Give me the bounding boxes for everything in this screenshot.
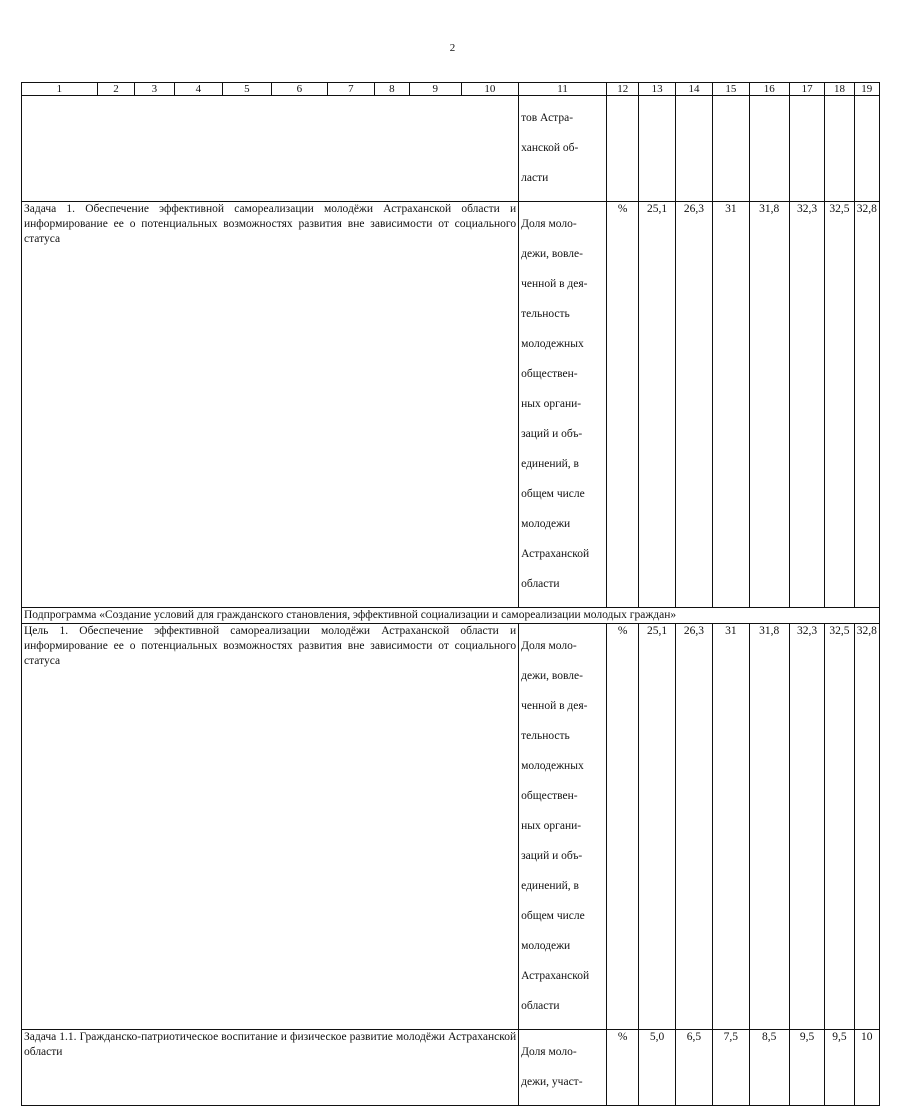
col-header-19: 19	[854, 83, 879, 96]
indicator-line: молодежных	[521, 760, 584, 772]
continuation-indicator-cell	[519, 96, 607, 202]
col-header-6: 6	[271, 83, 328, 96]
task11-value-18: 9,5	[825, 1030, 854, 1106]
indicator-line: молодежных	[521, 338, 584, 350]
indicator-line: заций и объ-	[521, 428, 583, 440]
indicator-line: обществен-	[521, 790, 578, 802]
indicator-line: ласти	[521, 172, 549, 184]
indicator-line: ных органи-	[521, 820, 582, 832]
task1-value-18: 32,5	[825, 202, 854, 608]
indicator-line: Доля моло-	[521, 218, 577, 230]
indicator-line: молодежи	[521, 518, 571, 530]
subprogram-text: Подпрограмма «Создание условий для гражданского становления, эффективной социализации и самореализации молодых граждан»	[22, 608, 880, 624]
task1-value-14: 26,3	[675, 202, 712, 608]
col-header-3: 3	[135, 83, 174, 96]
task1-value-15: 31	[713, 202, 749, 608]
col-header-10: 10	[461, 83, 519, 96]
col-header-1: 1	[22, 83, 98, 96]
col-header-18: 18	[825, 83, 854, 96]
indicator-line: тов Астра-	[521, 112, 574, 124]
goal1-value-17: 32,3	[789, 624, 824, 1030]
task11-value-16: 8,5	[749, 1030, 789, 1106]
task11-value-14: 6,5	[675, 1030, 712, 1106]
empty-cell	[675, 96, 712, 202]
indicator-line: единений, в	[521, 458, 579, 470]
task1-value-17: 32,3	[789, 202, 824, 608]
goal1-value-14: 26,3	[675, 624, 712, 1030]
subprogram-row	[22, 608, 880, 624]
col-header-7: 7	[328, 83, 374, 96]
indicator-line: ченной в дея-	[521, 700, 588, 712]
continuation-row	[22, 96, 880, 202]
col-header-8: 8	[374, 83, 409, 96]
col-header-15: 15	[713, 83, 749, 96]
col-header-2: 2	[97, 83, 134, 96]
empty-cell	[749, 96, 789, 202]
indicator-line: тельность	[521, 730, 570, 742]
indicators-table	[21, 82, 880, 1106]
empty-cell	[713, 96, 749, 202]
indicator-line: ченной в дея-	[521, 278, 588, 290]
indicator-line: дежи, вовле-	[521, 670, 583, 682]
task1-unit: %	[607, 202, 639, 608]
col-header-17: 17	[789, 83, 824, 96]
continuation-text-cell	[22, 96, 519, 202]
indicator-line: Доля моло-	[521, 1046, 577, 1058]
indicator-line: Доля моло-	[521, 640, 577, 652]
indicator-line: общем числе	[521, 910, 585, 922]
task1-text: Задача 1. Обеспечение эффективной самореализации молодёжи Астраханской области и информирование ее о потенциальных возможностях развития вне зависимости от социального статуса	[22, 202, 519, 608]
col-header-4: 4	[174, 83, 223, 96]
indicator-line: ных органи-	[521, 398, 582, 410]
indicator-line: общем числе	[521, 488, 585, 500]
empty-cell	[789, 96, 824, 202]
col-header-14: 14	[675, 83, 712, 96]
task11-value-17: 9,5	[789, 1030, 824, 1106]
indicator-line: обществен-	[521, 368, 578, 380]
col-header-13: 13	[639, 83, 675, 96]
indicator-line: Астраханской	[521, 548, 590, 560]
indicator-line: области	[521, 1000, 560, 1012]
goal1-indicator	[519, 624, 607, 1030]
indicator-line: области	[521, 578, 560, 590]
goal1-value-16: 31,8	[749, 624, 789, 1030]
task11-value-19: 10	[854, 1030, 879, 1106]
col-header-16: 16	[749, 83, 789, 96]
empty-cell	[639, 96, 675, 202]
empty-cell	[607, 96, 639, 202]
goal1-value-18: 32,5	[825, 624, 854, 1030]
indicator-line: ханской об-	[521, 142, 579, 154]
task1-row	[22, 202, 880, 608]
col-header-9: 9	[410, 83, 462, 96]
task1-value-16: 31,8	[749, 202, 789, 608]
task1-value-13: 25,1	[639, 202, 675, 608]
task11-row	[22, 1030, 880, 1106]
indicator-line: дежи, вовле-	[521, 248, 583, 260]
indicator-line: единений, в	[521, 880, 579, 892]
indicator-line: Астраханской	[521, 970, 590, 982]
task1-indicator	[519, 202, 607, 608]
task11-text: Задача 1.1. Гражданско-патриотическое воспитание и физическое развитие молодёжи Астраханской области	[22, 1030, 519, 1106]
empty-cell	[854, 96, 879, 202]
indicator-line: заций и объ-	[521, 850, 583, 862]
task11-value-13: 5,0	[639, 1030, 675, 1106]
task11-indicator	[519, 1030, 607, 1106]
empty-cell	[825, 96, 854, 202]
goal1-value-19: 32,8	[854, 624, 879, 1030]
task1-value-19: 32,8	[854, 202, 879, 608]
goal1-value-13: 25,1	[639, 624, 675, 1030]
indicator-line: тельность	[521, 308, 570, 320]
task11-value-15: 7,5	[713, 1030, 749, 1106]
header-row	[22, 83, 880, 96]
goal1-text: Цель 1. Обеспечение эффективной самореализации молодёжи Астраханской области и информирование ее о потенциальных возможностях развития вне зависимости от социального статуса	[22, 624, 519, 1030]
col-header-12: 12	[607, 83, 639, 96]
page-number: 2	[449, 42, 456, 54]
task11-unit: %	[607, 1030, 639, 1106]
col-header-5: 5	[223, 83, 272, 96]
col-header-11: 11	[519, 83, 607, 96]
goal1-unit: %	[607, 624, 639, 1030]
indicator-line: молодежи	[521, 940, 571, 952]
indicator-line: дежи, участ-	[521, 1076, 583, 1088]
goal1-value-15: 31	[713, 624, 749, 1030]
goal1-row	[22, 624, 880, 1030]
